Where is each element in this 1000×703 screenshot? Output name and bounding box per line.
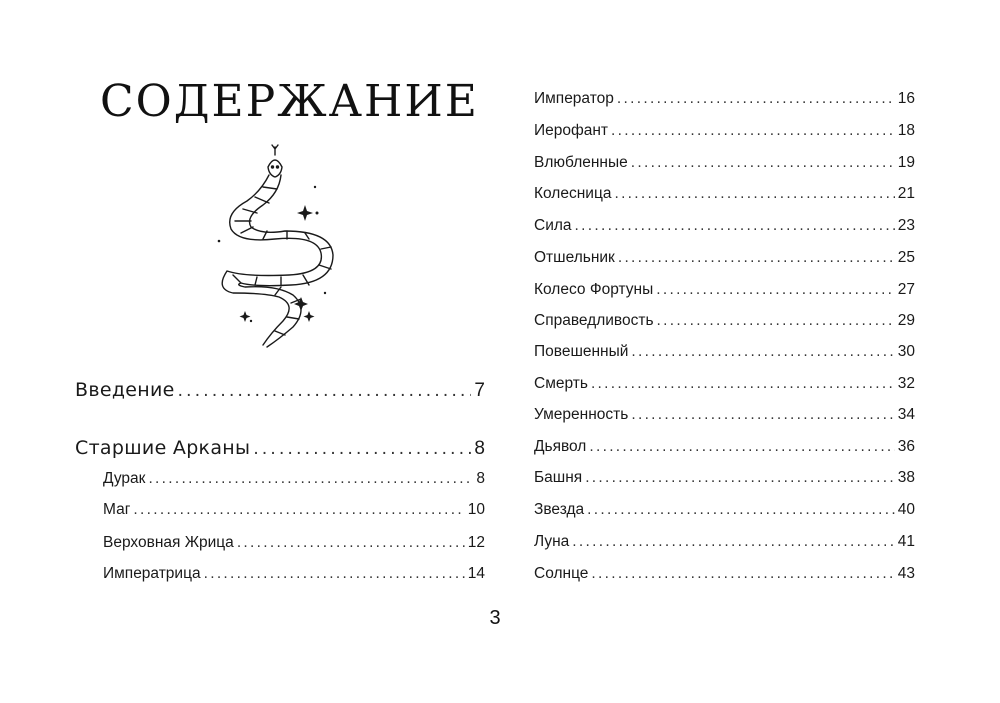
- leader-dots: [617, 90, 895, 108]
- leader-dots: [572, 533, 894, 551]
- toc-entry-major-arcana[interactable]: [75, 437, 485, 460]
- toc-entry-page: 38: [897, 469, 915, 486]
- toc-entry-page: 7: [474, 380, 485, 401]
- leader-dots: [237, 534, 465, 552]
- toc-entry-page: 8: [474, 438, 485, 459]
- toc-entry[interactable]: [534, 312, 915, 330]
- leader-dots: [631, 154, 895, 172]
- toc-entry[interactable]: [534, 122, 915, 140]
- snake-icon: [205, 143, 340, 348]
- toc-entry-page: 40: [897, 501, 915, 518]
- toc-entry[interactable]: [534, 501, 915, 519]
- toc-entry-label: Маг: [103, 501, 131, 518]
- toc-entry-label: Отшельник: [534, 249, 615, 266]
- toc-entry-page: 25: [897, 249, 915, 266]
- leader-dots: [148, 470, 473, 488]
- toc-entry-label: Башня: [534, 469, 583, 486]
- toc-entry-label: Справедливость: [534, 312, 654, 329]
- toc-entry-page: 27: [897, 281, 915, 298]
- toc-entry-page: 21: [897, 185, 915, 202]
- toc-entry[interactable]: [103, 534, 485, 552]
- leader-dots: [656, 281, 895, 299]
- leader-dots: [585, 469, 895, 487]
- toc-entry-page: 12: [467, 534, 485, 551]
- toc-entry-label: Колесо Фортуны: [534, 281, 654, 298]
- toc-entry[interactable]: [534, 185, 915, 203]
- toc-entry[interactable]: [534, 469, 915, 487]
- leader-dots: [575, 217, 895, 235]
- leader-dots: [611, 122, 895, 140]
- toc-entry[interactable]: [534, 375, 915, 393]
- toc-entry[interactable]: [534, 343, 915, 361]
- toc-entry-page: 32: [897, 375, 915, 392]
- toc-entry-page: 16: [897, 90, 915, 107]
- leader-dots: [591, 375, 895, 393]
- toc-entry-page: 36: [897, 438, 915, 455]
- toc-entry-label: Старшие Арканы: [75, 437, 251, 459]
- toc-entry-label: Солнце: [534, 565, 589, 582]
- leader-dots: [618, 249, 895, 267]
- toc-entry-page: 34: [897, 406, 915, 423]
- toc-entry-page: 29: [897, 312, 915, 329]
- toc-entry[interactable]: [103, 470, 485, 488]
- toc-entry-label: Смерть: [534, 375, 588, 392]
- toc-entry-label: Повешенный: [534, 343, 629, 360]
- toc-entry-label: Дурак: [103, 470, 146, 487]
- leader-dots: [657, 312, 895, 330]
- toc-entry-page: 18: [897, 122, 915, 139]
- toc-entry-page: 14: [467, 565, 485, 582]
- toc-entry-page: 30: [897, 343, 915, 360]
- toc-entry-label: Влюбленные: [534, 154, 628, 171]
- leader-dots: [589, 438, 894, 456]
- toc-entry-page: 8: [476, 470, 485, 487]
- leader-dots: [631, 343, 894, 361]
- toc-entry[interactable]: [103, 565, 485, 583]
- toc-entry[interactable]: [534, 154, 915, 172]
- snake-illustration: [205, 143, 340, 348]
- toc-entry[interactable]: [103, 501, 485, 519]
- toc-entry-label: Колесница: [534, 185, 612, 202]
- page-number: 3: [489, 607, 501, 629]
- toc-entry-label: Дьявол: [534, 438, 587, 455]
- toc-entry-introduction[interactable]: [75, 379, 485, 402]
- toc-entry-label: Звезда: [534, 501, 585, 518]
- leader-dots: [178, 380, 472, 402]
- leader-dots: [591, 565, 894, 583]
- toc-entry[interactable]: [534, 406, 915, 424]
- toc-entry-label: Умеренность: [534, 406, 629, 423]
- toc-entry-page: 43: [897, 565, 915, 582]
- toc-entry[interactable]: [534, 438, 915, 456]
- toc-entry-label: Сила: [534, 217, 572, 234]
- toc-entry-label: Верховная Жрица: [103, 534, 234, 551]
- leader-dots: [204, 565, 465, 583]
- toc-entry[interactable]: [534, 281, 915, 299]
- leader-dots: [614, 185, 894, 203]
- toc-entry[interactable]: [534, 249, 915, 267]
- toc-entry-page: 41: [897, 533, 915, 550]
- leader-dots: [587, 501, 895, 519]
- toc-entry[interactable]: [534, 533, 915, 551]
- toc-entry-label: Введение: [75, 379, 175, 401]
- leader-dots: [253, 438, 471, 460]
- toc-entry-label: Император: [534, 90, 614, 107]
- toc-entry[interactable]: [534, 565, 915, 583]
- toc-entry-label: Иерофант: [534, 122, 609, 139]
- leader-dots: [631, 406, 894, 424]
- toc-entry[interactable]: [534, 90, 915, 108]
- toc-entry-label: Императрица: [103, 565, 201, 582]
- leader-dots: [133, 501, 464, 519]
- toc-entry-page: 23: [897, 217, 915, 234]
- page-title: СОДЕРЖАНИЕ: [100, 76, 479, 127]
- toc-entry-page: 10: [467, 501, 485, 518]
- toc-entry-label: Луна: [534, 533, 570, 550]
- toc-entry-page: 19: [897, 154, 915, 171]
- toc-entry[interactable]: [534, 217, 915, 235]
